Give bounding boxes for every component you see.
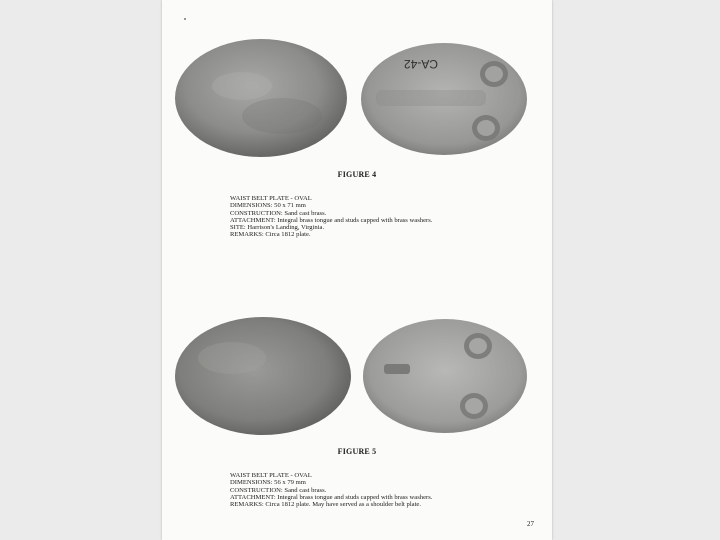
figure-4-description bbox=[230, 195, 432, 239]
figure-5-line-construction: CONSTRUCTION: Sand cast brass. bbox=[230, 486, 327, 494]
figure-4-line-dimensions: DIMENSIONS: 50 x 71 mm bbox=[230, 202, 306, 210]
figure-5-front-photo bbox=[172, 314, 354, 438]
figure-4-line-remarks: REMARKS: Circa 1812 plate. bbox=[230, 231, 311, 239]
book-page bbox=[162, 0, 552, 540]
figure-5-line-title: WAIST BELT PLATE - OVAL bbox=[230, 472, 312, 479]
page-speck bbox=[184, 18, 186, 20]
figure-4-line-attachment: ATTACHMENT: Integral brass tongue and studs capped with brass washers. bbox=[230, 216, 433, 224]
figure-4-front-photo bbox=[172, 36, 350, 160]
figure-5-line-dimensions: DIMENSIONS: 56 x 79 mm bbox=[230, 479, 306, 487]
figure-5-caption: FIGURE 5 bbox=[337, 447, 377, 456]
figure-5-line-attachment: ATTACHMENT: Integral brass tongue and studs capped with brass washers. bbox=[230, 493, 433, 501]
figure-5-line-remarks: REMARKS: Circa 1812 plate. May have served as a shoulder belt plate. bbox=[230, 501, 421, 509]
figure-5-back-photo bbox=[360, 316, 530, 436]
figure-4-back-marking: CA-42 bbox=[403, 57, 438, 71]
figure-4-line-construction: CONSTRUCTION: Sand cast brass. bbox=[230, 209, 327, 217]
figure-4-line-site: SITE: Harrison's Landing, Virginia. bbox=[230, 224, 325, 232]
figure-4-back-photo bbox=[358, 40, 530, 158]
figure-5-description bbox=[230, 472, 432, 508]
figure-4-line-title: WAIST BELT PLATE - OVAL bbox=[230, 195, 312, 202]
figure-4-caption: FIGURE 4 bbox=[337, 170, 377, 179]
page-number: 27 bbox=[527, 520, 534, 528]
